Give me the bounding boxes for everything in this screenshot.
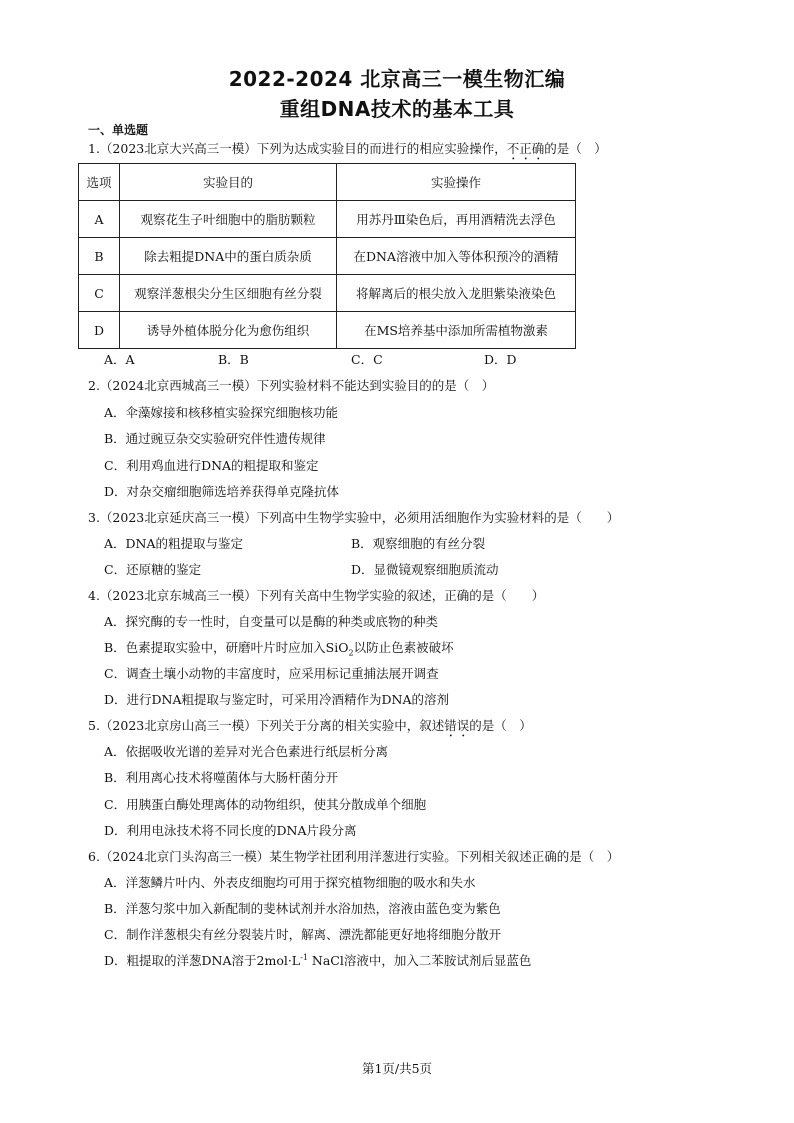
table-cell: 诱导外植体脱分化为愈伤组织: [120, 312, 337, 349]
question-2-option-b[interactable]: B．通过豌豆杂交实验研究伴性遗传规律: [104, 431, 326, 446]
question-5-option-c[interactable]: C．用胰蛋白酶处理离体的动物组织，使其分散成单个细胞: [104, 797, 427, 812]
table-cell: 观察洋葱根尖分生区细胞有丝分裂: [120, 275, 337, 312]
question-1-option-c[interactable]: C．C: [351, 352, 383, 367]
question-3-option-a[interactable]: A．DNA的粗提取与鉴定: [104, 536, 244, 551]
table-cell: A: [79, 201, 120, 238]
table-row: [79, 312, 576, 349]
question-2-option-a[interactable]: A．伞藻嫁接和核移植实验探究细胞核功能: [104, 405, 339, 420]
table-cell: 观察花生子叶细胞中的脂肪颗粒: [120, 201, 337, 238]
question-6-option-a[interactable]: A．洋葱鳞片叶内、外表皮细胞均可用于探究植物细胞的吸水和失水: [104, 875, 476, 890]
table-row: [79, 275, 576, 312]
question-2-option-d[interactable]: D．对杂交瘤细胞筛选培养获得单克隆抗体: [104, 484, 340, 499]
question-5-stem: 5.（2023北京房山高三一模）下列关于分离的相关实验中，叙述错误的是（ ）: [88, 718, 532, 733]
question-4-option-a[interactable]: A．探究酶的专一性时，自变量可以是酶的种类或底物的种类: [104, 614, 439, 629]
question-5-option-b[interactable]: B．利用离心技术将噬菌体与大肠杆菌分开: [104, 770, 339, 785]
question-6-stem: 6.（2024北京门头沟高三一模）某生物学社团利用洋葱进行实验。下列相关叙述正确的是（ ）: [88, 849, 620, 864]
table-cell: 用苏丹Ⅲ染色后，再用酒精洗去浮色: [337, 201, 576, 238]
table-cell: D: [79, 312, 120, 349]
question-4-option-d[interactable]: D．进行DNA粗提取与鉴定时，可采用冷酒精作为DNA的溶剂: [104, 692, 449, 707]
question-5-option-d[interactable]: D．利用电泳技术将不同长度的DNA片段分离: [104, 823, 357, 838]
question-4-stem: 4.（2023北京东城高三一模）下列有关高中生物学实验的叙述，正确的是（ ）: [88, 588, 545, 603]
question-1-option-b[interactable]: B．B: [218, 352, 249, 367]
question-2-option-c[interactable]: C．利用鸡血进行DNA的粗提取和鉴定: [104, 458, 319, 473]
header-cell: 实验操作: [337, 164, 576, 201]
emphasis-text: 错误: [444, 718, 470, 733]
question-6-option-b[interactable]: B．洋葱匀浆中加入新配制的斐林试剂并水浴加热，溶液由蓝色变为紫色: [104, 901, 501, 916]
question-4-option-b[interactable]: B．色素提取实验中，研磨叶片时应加入SiO$_2$以防止色素被破坏: [104, 640, 454, 658]
document-title-line2: 重组DNA技术的基本工具: [279, 97, 515, 121]
question-5-option-a[interactable]: A．依据吸收光谱的差异对光合色素进行纸层析分离: [104, 744, 389, 759]
question-3-option-d[interactable]: D．显微镜观察细胞质流动: [351, 562, 499, 577]
table-cell: 在DNA溶液中加入等体积预冷的酒精: [337, 238, 576, 275]
table-cell: 除去粗提DNA中的蛋白质杂质: [120, 238, 337, 275]
section-heading: 一、单选题: [88, 123, 149, 137]
table-cell: 在MS培养基中添加所需植物激素: [337, 312, 576, 349]
question-1-option-a[interactable]: A．A: [104, 352, 135, 367]
question-4-option-c[interactable]: C．调查土壤小动物的丰富度时，应采用标记重捕法展开调查: [104, 666, 439, 681]
document-title-line1: 2022-2024 北京高三一模生物汇编: [228, 67, 566, 91]
question-3-option-c[interactable]: C．还原糖的鉴定: [104, 562, 202, 577]
table-cell: 将解离后的根尖放入龙胆紫染液染色: [337, 275, 576, 312]
header-cell: 选项: [79, 164, 120, 201]
question-3-option-b[interactable]: B．观察细胞的有丝分裂: [351, 536, 486, 551]
table-row: [79, 201, 576, 238]
question-1-option-d[interactable]: D．D: [484, 352, 517, 367]
experiment-table: [78, 163, 576, 349]
table-row: [79, 238, 576, 275]
question-6-option-c[interactable]: C．制作洋葱根尖有丝分裂装片时，解离、漂洗都能更好地将细胞分散开: [104, 927, 502, 942]
table-cell: C: [79, 275, 120, 312]
question-6-option-d[interactable]: D．粗提取的洋葱DNA溶于$2mol\cdot L^{-1}$ NaCl溶液中，加入二苯胺试剂后显蓝色: [104, 952, 532, 968]
emphasis-text: 不正确: [506, 141, 545, 156]
question-3-stem: 3.（2023北京延庆高三一模）下列高中生物学实验中，必须用活细胞作为实验材料的是（ ）: [88, 510, 620, 525]
header-cell: 实验目的: [120, 164, 337, 201]
table-header-row: [79, 164, 576, 201]
table-cell: B: [79, 238, 120, 275]
page-footer: 第1页/共5页: [361, 1061, 433, 1076]
question-1-stem: 1.（2023北京大兴高三一模）下列为达成实验目的而进行的相应实验操作，不正确的是（ ）: [88, 141, 607, 156]
question-2-stem: 2.（2024北京西城高三一模）下列实验材料不能达到实验目的的是（ ）: [88, 378, 495, 393]
